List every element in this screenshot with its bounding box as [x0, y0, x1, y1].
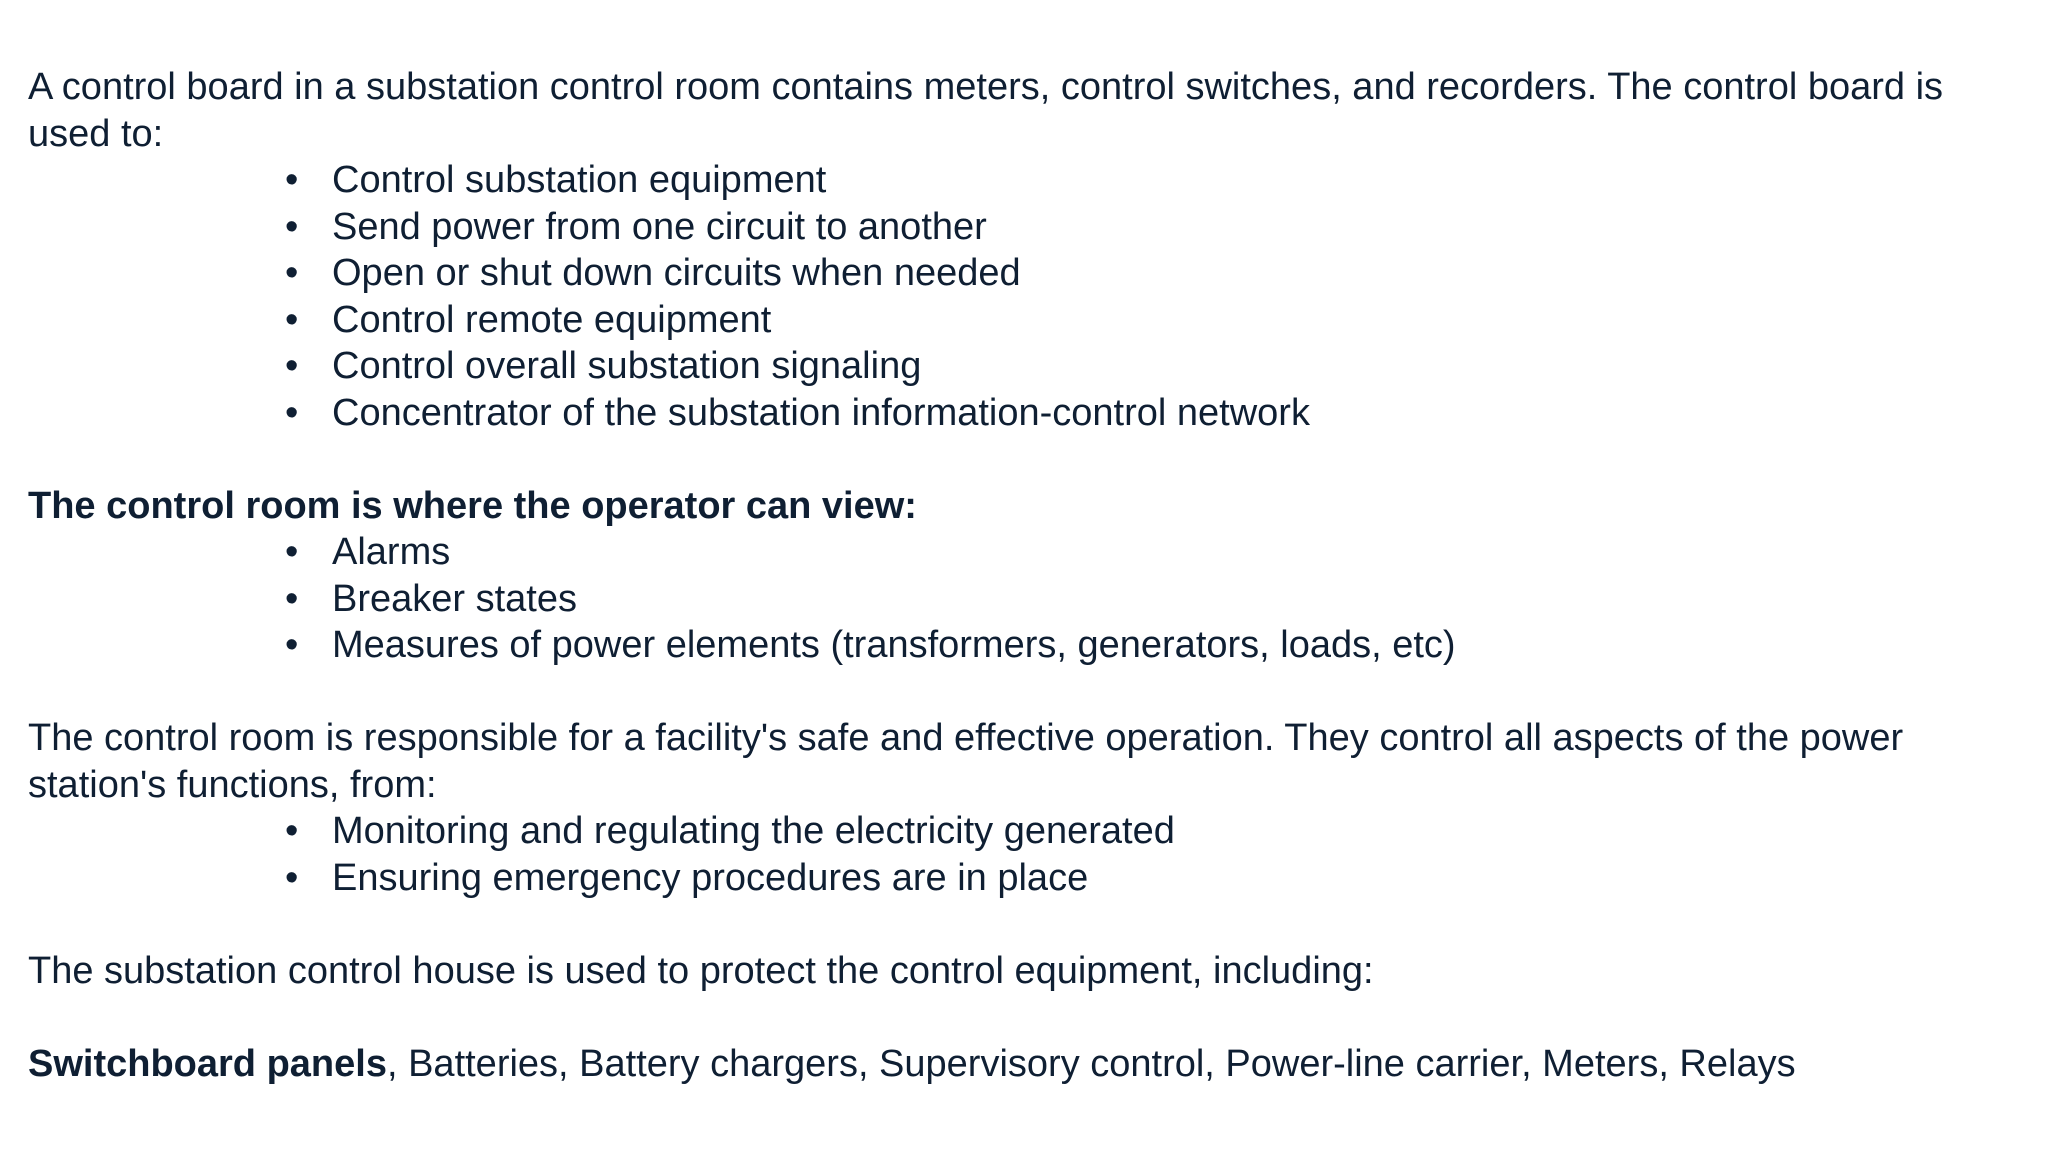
list-item [285, 529, 2018, 576]
control-room-responsibility-intro: The control room is responsible for a facility's safe and effective operation. They control all aspects of the power station's functions, from: [28, 717, 1904, 806]
control-room-functions-list [28, 808, 2018, 901]
list-item-text: Alarms [332, 531, 451, 573]
paragraph-spacer [28, 901, 2018, 948]
list-item-text: Control substation equipment [332, 159, 827, 201]
list-item [285, 250, 2018, 297]
list-item [285, 855, 2018, 902]
list-item [285, 576, 2018, 623]
paragraph-spacer [28, 436, 2018, 483]
list-item-text: Monitoring and regulating the electricity generated [332, 810, 1175, 852]
list-item [285, 622, 2018, 669]
list-item-text: Breaker states [332, 577, 577, 620]
bullet-icon: • [285, 810, 299, 852]
list-item [285, 297, 2018, 344]
bullet-icon: • [285, 531, 299, 573]
bullet-icon: • [285, 391, 299, 434]
bullet-icon: • [285, 252, 299, 294]
list-item-text: Send power from one circuit to another [332, 205, 987, 248]
operator-view-heading: The control room is where the operator can view: [28, 484, 917, 527]
list-item-text: Control overall substation signaling [332, 345, 922, 387]
equipment-list-paragraph [28, 1041, 2018, 1088]
document-body [28, 64, 2018, 1087]
bullet-icon: • [285, 624, 299, 666]
list-item-text: Concentrator of the substation information-control network [332, 391, 1310, 434]
control-house-paragraph: The substation control house is used to protect the control equipment, including: [28, 949, 1374, 992]
list-item [285, 343, 2018, 390]
bullet-icon: • [285, 577, 299, 620]
paragraph-spacer [28, 669, 2018, 716]
switchboard-panels-text: Switchboard panels [28, 1042, 387, 1085]
control-board-intro: A control board in a substation control room contains meters, control switches, and recorders. The control board is used to: [28, 66, 1944, 155]
equipment-list-text: , Batteries, Battery chargers, Supervisory control, Power-line carrier, Meters, Relays [386, 1042, 1796, 1085]
bullet-icon: • [285, 345, 299, 387]
bullet-icon: • [285, 159, 299, 201]
paragraph-spacer [28, 994, 2018, 1041]
list-item [285, 808, 2018, 855]
list-item-text: Measures of power elements (transformers, generators, loads, etc) [332, 624, 1456, 666]
list-item [285, 157, 2018, 204]
bullet-icon: • [285, 298, 299, 341]
list-item [285, 204, 2018, 251]
control-board-uses-list [28, 157, 2018, 436]
list-item [285, 390, 2018, 437]
list-item-text: Open or shut down circuits when needed [332, 252, 1021, 294]
list-item-text: Ensuring emergency procedures are in place [332, 856, 1089, 899]
list-item-text: Control remote equipment [332, 298, 772, 341]
bullet-icon: • [285, 856, 299, 899]
bullet-icon: • [285, 205, 299, 248]
operator-view-list [28, 529, 2018, 669]
